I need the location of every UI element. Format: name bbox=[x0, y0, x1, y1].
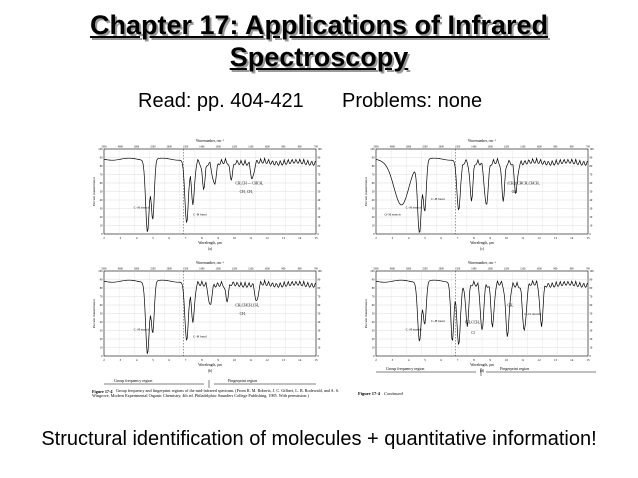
transmittance-tick-label: 20 bbox=[99, 338, 103, 342]
transmittance-tick-label: 30 bbox=[371, 207, 375, 211]
transmittance-tick-label: 60 bbox=[99, 304, 103, 308]
transmittance-tick-label: 80 bbox=[99, 165, 103, 169]
transmittance-tick-label: 80 bbox=[317, 165, 321, 169]
group-frequency-label-right: Group frequency region bbox=[386, 366, 425, 371]
wavenumber-tick-label: 900 bbox=[281, 267, 286, 271]
transmittance-tick-label: 70 bbox=[589, 295, 593, 299]
wavelength-tick-label: 12 bbox=[537, 358, 541, 362]
wavenumber-tick-label: 700 bbox=[586, 267, 590, 271]
spectrum-panel-a bbox=[92, 139, 322, 251]
wavenumber-tick-label: 4000 bbox=[117, 267, 123, 271]
wavelength-tick-label: 9 bbox=[217, 358, 219, 362]
wavenumber-tick-label: 2000 bbox=[166, 145, 172, 149]
wavenumber-tick-label: 1100 bbox=[520, 267, 526, 271]
transmittance-tick-label: 70 bbox=[371, 295, 375, 299]
wavenumber-tick-label: 4000 bbox=[389, 145, 395, 149]
wavelength-tick-label: 5 bbox=[424, 358, 426, 362]
transmittance-tick-label: 80 bbox=[589, 287, 593, 291]
transmittance-tick-label: 20 bbox=[589, 338, 593, 342]
wavelength-tick-label: 15 bbox=[586, 236, 590, 240]
transmittance-tick-label: 30 bbox=[317, 329, 321, 333]
transmittance-tick-label: 70 bbox=[371, 173, 375, 177]
wavelength-tick-label: 13 bbox=[553, 358, 557, 362]
band-label: C–H stretch bbox=[133, 205, 150, 210]
wavelength-tick-label: 5 bbox=[152, 358, 154, 362]
transmittance-axis-label: Percent transmittance bbox=[92, 176, 96, 207]
caption-right-label: Figure 17-4 bbox=[358, 391, 381, 396]
transmittance-tick-label: 100 bbox=[98, 148, 103, 152]
transmittance-tick-label: 90 bbox=[317, 278, 321, 282]
transmittance-tick-label: 20 bbox=[99, 216, 103, 220]
transmittance-tick-label: 10 bbox=[589, 224, 593, 228]
wavelength-tick-label: 14 bbox=[570, 358, 574, 362]
wavenumber-axis-label: Wavenumber, cm⁻¹ bbox=[195, 139, 225, 143]
wavelength-tick-label: 7 bbox=[184, 358, 187, 362]
transmittance-tick-label: 50 bbox=[317, 190, 321, 194]
transmittance-tick-label: 90 bbox=[371, 278, 375, 282]
transmittance-tick-label: 100 bbox=[370, 148, 375, 152]
wavenumber-tick-label: 800 bbox=[297, 267, 302, 271]
caption-right-text: Continued bbox=[384, 391, 403, 396]
transmittance-tick-label: 80 bbox=[371, 165, 375, 169]
wavelength-tick-label: 14 bbox=[298, 358, 302, 362]
wavelength-tick-label: 12 bbox=[265, 358, 269, 362]
transmittance-tick-label: 90 bbox=[99, 156, 103, 160]
transmittance-tick-label: 0 bbox=[589, 355, 591, 359]
wavelength-tick-label: 13 bbox=[281, 358, 285, 362]
transmittance-tick-label: 30 bbox=[371, 329, 375, 333]
molecule-formula: (CH₃)₂CHCH₂CHCH₃ bbox=[507, 181, 540, 186]
wavenumber-axis-label: Wavenumber, cm⁻¹ bbox=[467, 139, 497, 143]
wavelength-tick-label: 8 bbox=[473, 358, 475, 362]
wavenumber-tick-label: 5000 bbox=[373, 267, 379, 271]
transmittance-tick-label: 90 bbox=[317, 156, 321, 160]
wavelength-tick-label: 3 bbox=[391, 358, 394, 362]
molecule-formula: CH₃CHCH₂CH₃ bbox=[235, 303, 260, 308]
wavenumber-axis-label: Wavenumber, cm⁻¹ bbox=[467, 261, 497, 265]
wavenumber-tick-label: 3000 bbox=[134, 145, 140, 149]
wavenumber-tick-label: 900 bbox=[553, 267, 558, 271]
transmittance-tick-label: 50 bbox=[371, 190, 375, 194]
transmittance-tick-label: 30 bbox=[99, 329, 103, 333]
transmittance-tick-label: 60 bbox=[371, 182, 375, 186]
ir-spectra-figure bbox=[88, 135, 618, 413]
wavenumber-tick-label: 1100 bbox=[248, 267, 254, 271]
transmittance-tick-label: 40 bbox=[589, 199, 593, 203]
slide-footer-text: Structural identification of molecules + quantitative information! bbox=[41, 428, 597, 450]
wavelength-tick-label: 7 bbox=[456, 358, 459, 362]
spectrum-panel-d bbox=[364, 261, 594, 373]
wavelength-tick-label: 3 bbox=[119, 236, 122, 240]
wavenumber-tick-label: 700 bbox=[314, 145, 318, 149]
transmittance-tick-label: 10 bbox=[371, 224, 375, 228]
wavenumber-tick-label: 1400 bbox=[471, 267, 477, 271]
transmittance-axis-label: Percent transmittance bbox=[92, 298, 96, 329]
molecule-formula: OH bbox=[511, 190, 517, 195]
molecule-formula: CH₃ bbox=[507, 303, 514, 308]
wavenumber-tick-label: 900 bbox=[281, 145, 286, 149]
panel-letter: (b) bbox=[207, 369, 213, 373]
panel-letter: (d) bbox=[479, 369, 485, 373]
wavenumber-tick-label: 800 bbox=[569, 267, 574, 271]
transmittance-tick-label: 70 bbox=[99, 173, 103, 177]
wavelength-tick-label: 8 bbox=[201, 358, 203, 362]
wavenumber-tick-label: 3000 bbox=[134, 267, 140, 271]
transmittance-tick-label: 60 bbox=[317, 304, 321, 308]
wavenumber-tick-label: 5000 bbox=[373, 145, 379, 149]
wavenumber-tick-label: 3000 bbox=[406, 145, 412, 149]
wavenumber-tick-label: 3000 bbox=[406, 267, 412, 271]
wavenumber-tick-label: 4000 bbox=[389, 267, 395, 271]
transmittance-tick-label: 30 bbox=[99, 207, 103, 211]
transmittance-tick-label: 90 bbox=[99, 278, 103, 282]
wavelength-axis-label: Wavelength, μm bbox=[470, 363, 494, 367]
wavenumber-tick-label: 1100 bbox=[520, 145, 526, 149]
transmittance-tick-label: 80 bbox=[99, 287, 103, 291]
wavenumber-tick-label: 1400 bbox=[471, 145, 477, 149]
band-label: C–H bend bbox=[193, 212, 207, 217]
wavelength-tick-label: 9 bbox=[489, 236, 491, 240]
transmittance-tick-label: 50 bbox=[371, 312, 375, 316]
transmittance-tick-label: 20 bbox=[317, 338, 321, 342]
transmittance-tick-label: 20 bbox=[371, 338, 375, 342]
transmittance-tick-label: 100 bbox=[317, 148, 322, 152]
wavenumber-tick-label: 800 bbox=[297, 145, 302, 149]
figure-caption-left bbox=[92, 388, 342, 413]
problems-text: Problems: none bbox=[342, 90, 483, 112]
transmittance-tick-label: 0 bbox=[589, 233, 591, 237]
transmittance-tick-label: 70 bbox=[317, 295, 321, 299]
wavelength-tick-label: 14 bbox=[298, 236, 302, 240]
panel-letter: (c) bbox=[480, 247, 484, 251]
wavenumber-tick-label: 700 bbox=[586, 145, 590, 149]
transmittance-tick-label: 10 bbox=[371, 346, 375, 350]
wavelength-tick-label: 14 bbox=[570, 236, 574, 240]
molecule-formula: CH₃CH — CHCH₃ bbox=[235, 181, 264, 186]
svg-text:Figure 17-4Continued bbox=[358, 391, 404, 396]
band-label: C–Cl stretch bbox=[524, 312, 541, 317]
wavelength-axis-label: Wavelength, μm bbox=[198, 241, 222, 245]
band-label: C–H bend bbox=[431, 319, 445, 323]
wavelength-tick-label: 5 bbox=[152, 236, 154, 240]
wavenumber-tick-label: 2500 bbox=[150, 145, 156, 149]
transmittance-tick-label: 60 bbox=[589, 182, 593, 186]
transmittance-tick-label: 40 bbox=[317, 199, 321, 203]
wavenumber-tick-label: 5000 bbox=[101, 145, 107, 149]
wavelength-tick-label: 10 bbox=[504, 358, 509, 362]
group-frequency-label: Group frequency region bbox=[114, 378, 153, 383]
wavelength-tick-label: 11 bbox=[249, 358, 253, 362]
wavenumber-tick-label: 1500 bbox=[182, 145, 189, 149]
transmittance-tick-label: 40 bbox=[589, 321, 593, 325]
transmittance-tick-label: 50 bbox=[317, 312, 321, 316]
transmittance-tick-label: 80 bbox=[589, 165, 593, 169]
wavenumber-tick-label: 1100 bbox=[248, 145, 254, 149]
band-label: C–H stretch bbox=[405, 205, 422, 210]
wavenumber-tick-label: 1000 bbox=[536, 145, 542, 149]
wavelength-tick-label: 2 bbox=[375, 358, 377, 362]
wavenumber-tick-label: 1400 bbox=[199, 145, 205, 149]
wavelength-tick-label: 6 bbox=[168, 358, 171, 362]
wavenumber-tick-label: 1200 bbox=[503, 145, 510, 149]
wavelength-tick-label: 12 bbox=[265, 236, 269, 240]
wavelength-tick-label: 11 bbox=[521, 236, 525, 240]
wavelength-tick-label: 15 bbox=[314, 236, 318, 240]
molecule-formula: Cl bbox=[471, 330, 475, 335]
wavelength-tick-label: 4 bbox=[407, 236, 410, 240]
transmittance-tick-label: 70 bbox=[317, 173, 321, 177]
wavenumber-tick-label: 700 bbox=[314, 267, 318, 271]
band-label: C–H stretch bbox=[133, 327, 150, 332]
band-label: C–H bend bbox=[193, 334, 207, 339]
wavenumber-tick-label: 1000 bbox=[264, 267, 270, 271]
wavenumber-tick-label: 1000 bbox=[264, 145, 270, 149]
wavenumber-tick-label: 1200 bbox=[231, 145, 238, 149]
wavenumber-tick-label: 1500 bbox=[454, 267, 461, 271]
wavelength-axis-label: Wavelength, μm bbox=[198, 363, 222, 367]
transmittance-axis-label: Percent transmittance bbox=[364, 298, 368, 329]
transmittance-tick-label: 90 bbox=[589, 156, 593, 160]
wavelength-tick-label: 8 bbox=[201, 236, 203, 240]
wavenumber-tick-label: 1300 bbox=[215, 267, 221, 271]
transmittance-axis-label: Percent transmittance bbox=[364, 176, 368, 207]
transmittance-tick-label: 60 bbox=[371, 304, 375, 308]
transmittance-tick-label: 50 bbox=[99, 190, 103, 194]
wavenumber-tick-label: 2000 bbox=[438, 145, 444, 149]
figure-caption-right bbox=[358, 391, 404, 396]
wavenumber-tick-label: 1500 bbox=[182, 267, 189, 271]
wavenumber-tick-label: 2500 bbox=[150, 267, 156, 271]
wavelength-tick-label: 10 bbox=[504, 236, 509, 240]
transmittance-tick-label: 50 bbox=[99, 312, 103, 316]
transmittance-tick-label: 50 bbox=[589, 190, 593, 194]
wavenumber-tick-label: 5000 bbox=[101, 267, 107, 271]
spectrum-panel-b bbox=[92, 261, 322, 373]
transmittance-tick-label: 70 bbox=[99, 295, 103, 299]
wavenumber-tick-label: 800 bbox=[569, 145, 574, 149]
wavenumber-tick-label: 1400 bbox=[199, 267, 205, 271]
wavelength-tick-label: 9 bbox=[217, 236, 219, 240]
wavenumber-tick-label: 1000 bbox=[536, 267, 542, 271]
transmittance-tick-label: 100 bbox=[589, 148, 594, 152]
transmittance-tick-label: 100 bbox=[98, 270, 103, 274]
wavelength-tick-label: 9 bbox=[489, 358, 491, 362]
transmittance-tick-label: 10 bbox=[99, 224, 103, 228]
wavenumber-tick-label: 1200 bbox=[231, 267, 238, 271]
wavelength-tick-label: 11 bbox=[249, 236, 253, 240]
transmittance-tick-label: 60 bbox=[99, 182, 103, 186]
transmittance-tick-label: 80 bbox=[317, 287, 321, 291]
molecule-formula: CH₃ CH₃ bbox=[239, 190, 254, 195]
panel-letter: (a) bbox=[208, 247, 212, 251]
transmittance-tick-label: 0 bbox=[317, 233, 319, 237]
slide-title-line-1: Chapter 17: Applications of Infrared bbox=[89, 10, 549, 40]
wavenumber-axis-label: Wavenumber, cm⁻¹ bbox=[195, 261, 225, 265]
transmittance-tick-label: 90 bbox=[371, 156, 375, 160]
wavelength-tick-label: 3 bbox=[391, 236, 394, 240]
molecule-formula: CH₃ bbox=[239, 312, 246, 317]
wavelength-tick-label: 7 bbox=[456, 236, 459, 240]
wavenumber-tick-label: 2000 bbox=[438, 267, 444, 271]
wavelength-tick-label: 7 bbox=[184, 236, 187, 240]
wavenumber-tick-label: 2500 bbox=[422, 145, 428, 149]
wavelength-tick-label: 4 bbox=[135, 358, 138, 362]
transmittance-tick-label: 40 bbox=[317, 321, 321, 325]
fingerprint-region-label: Fingerprint region bbox=[228, 378, 258, 383]
region-arrows-left bbox=[104, 378, 316, 388]
wavelength-tick-label: 4 bbox=[135, 236, 138, 240]
wavelength-tick-label: 4 bbox=[407, 358, 410, 362]
wavelength-tick-label: 15 bbox=[314, 358, 318, 362]
transmittance-tick-label: 10 bbox=[317, 224, 321, 228]
wavenumber-tick-label: 900 bbox=[553, 145, 558, 149]
transmittance-tick-label: 10 bbox=[99, 346, 103, 350]
transmittance-tick-label: 60 bbox=[589, 304, 593, 308]
transmittance-tick-label: 0 bbox=[317, 355, 319, 359]
molecule-formula: CH₃CCH₃ bbox=[465, 320, 480, 325]
transmittance-tick-label: 20 bbox=[317, 216, 321, 220]
wavelength-tick-label: 13 bbox=[281, 236, 285, 240]
transmittance-tick-label: 100 bbox=[370, 270, 375, 274]
transmittance-tick-label: 0 bbox=[373, 355, 375, 359]
transmittance-tick-label: 10 bbox=[317, 346, 321, 350]
caption-label: Figure 17-4 bbox=[92, 389, 113, 394]
wavelength-tick-label: 8 bbox=[473, 236, 475, 240]
wavelength-tick-label: 10 bbox=[232, 236, 237, 240]
wavelength-tick-label: 5 bbox=[424, 236, 426, 240]
transmittance-tick-label: 20 bbox=[589, 216, 593, 220]
transmittance-tick-label: 40 bbox=[99, 199, 103, 203]
transmittance-tick-label: 50 bbox=[589, 312, 593, 316]
transmittance-tick-label: 0 bbox=[101, 233, 103, 237]
wavenumber-tick-label: 1300 bbox=[215, 145, 221, 149]
wavelength-tick-label: 6 bbox=[440, 236, 443, 240]
wavelength-tick-label: 2 bbox=[103, 236, 105, 240]
wavenumber-tick-label: 1200 bbox=[503, 267, 510, 271]
wavenumber-tick-label: 2500 bbox=[422, 267, 428, 271]
spectrum-panel-c bbox=[364, 139, 594, 251]
transmittance-tick-label: 90 bbox=[589, 278, 593, 282]
transmittance-tick-label: 40 bbox=[371, 199, 375, 203]
fingerprint-region-label-right: Fingerprint region bbox=[500, 366, 530, 371]
wavelength-tick-label: 11 bbox=[521, 358, 525, 362]
wavelength-tick-label: 2 bbox=[375, 236, 377, 240]
transmittance-tick-label: 100 bbox=[317, 270, 322, 274]
wavelength-tick-label: 6 bbox=[168, 236, 171, 240]
wavenumber-tick-label: 4000 bbox=[117, 145, 123, 149]
wavelength-tick-label: 13 bbox=[553, 236, 557, 240]
transmittance-tick-label: 60 bbox=[317, 182, 321, 186]
region-arrows-right bbox=[376, 366, 596, 376]
transmittance-tick-label: 40 bbox=[371, 321, 375, 325]
slide-title-line-2: Spectroscopy bbox=[229, 42, 409, 72]
wavelength-tick-label: 2 bbox=[103, 358, 105, 362]
wavelength-tick-label: 15 bbox=[586, 358, 590, 362]
transmittance-tick-label: 70 bbox=[589, 173, 593, 177]
transmittance-tick-label: 30 bbox=[589, 207, 593, 211]
wavelength-tick-label: 10 bbox=[232, 358, 237, 362]
transmittance-tick-label: 30 bbox=[317, 207, 321, 211]
wavenumber-tick-label: 2000 bbox=[166, 267, 172, 271]
wavelength-tick-label: 6 bbox=[440, 358, 443, 362]
band-label: O–H stretch bbox=[384, 212, 401, 217]
wavenumber-tick-label: 1300 bbox=[487, 267, 493, 271]
transmittance-tick-label: 80 bbox=[371, 287, 375, 291]
wavelength-tick-label: 12 bbox=[537, 236, 541, 240]
wavelength-axis-label: Wavelength, μm bbox=[470, 241, 494, 245]
transmittance-tick-label: 100 bbox=[589, 270, 594, 274]
transmittance-tick-label: 10 bbox=[589, 346, 593, 350]
transmittance-tick-label: 0 bbox=[373, 233, 375, 237]
caption-text: Group frequency and fingerprint regions of the mid-infrared spectrum. (From R. M. Roberts, J. C. Gilbert, L. B. Rodewald, and A. S. Wingrove, Modern Experimental Organic Chemistry, 4th ed. Philadelphia: Saunders College Publishing, 1985. With permission.) bbox=[92, 388, 340, 399]
wavenumber-tick-label: 1500 bbox=[454, 145, 461, 149]
transmittance-tick-label: 30 bbox=[589, 329, 593, 333]
wavenumber-tick-label: 1300 bbox=[487, 145, 493, 149]
band-label: C–H stretch bbox=[405, 327, 422, 332]
transmittance-tick-label: 40 bbox=[99, 321, 103, 325]
transmittance-tick-label: 20 bbox=[371, 216, 375, 220]
reading-text: Read: pp. 404-421 bbox=[138, 90, 304, 112]
wavelength-tick-label: 3 bbox=[119, 358, 122, 362]
band-label: C–H bend bbox=[431, 197, 445, 201]
transmittance-tick-label: 0 bbox=[101, 355, 103, 359]
